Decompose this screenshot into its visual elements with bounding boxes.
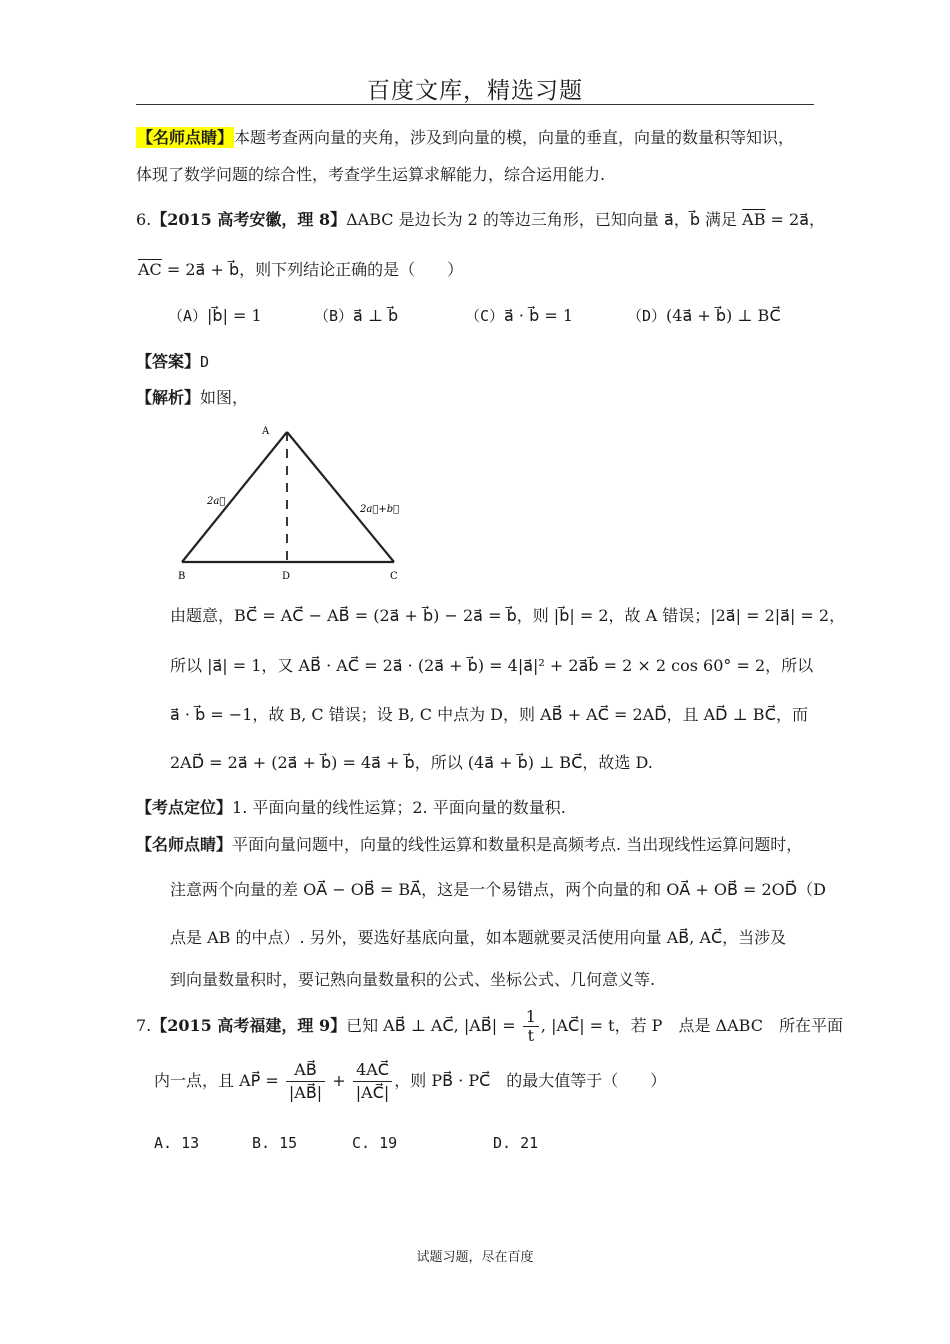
vertex-b-label: B: [178, 571, 186, 582]
q7-option-b-text: 15: [279, 1134, 298, 1152]
q6-option-d-text: (4a⃗ + b⃗) ⊥ BC⃗: [666, 306, 781, 325]
q6-solution-line3: a⃗ · b⃗ = −1，故 B, C 错误；设 B, C 中点为 D，则 AB⃗ + AC⃗ = 2AD⃗，且 AD⃗ ⊥ BC⃗，而: [170, 705, 808, 724]
q6-option-c-text: a⃗ · b⃗ = 1: [504, 306, 574, 325]
q6-answer: [136, 352, 209, 372]
q6-solution-line1: 由题意，BC⃗ = AC⃗ − AB⃗ = (2a⃗ + b⃗) − 2a⃗ = b⃗，则 |b⃗| = 2，故 A 错误；|2a⃗| = 2|a⃗| = 2，: [170, 606, 846, 625]
q7-option-c-label: C.: [352, 1134, 371, 1152]
q6-option-c: [465, 306, 573, 326]
side-ac-label: 2a⃗+b⃗: [360, 504, 400, 515]
q7-stem-c: 内一点，且 AP⃗ =: [154, 1071, 284, 1090]
q7-fraction-1-den: t: [527, 1026, 535, 1045]
side-ac: [287, 432, 394, 562]
q6-source: 【2015 高考安徽，理 8】: [151, 210, 347, 229]
q7-fraction-1: [523, 1008, 539, 1045]
q6-tip-line4: 到向量数量积时，要记熟向量数量积的公式、坐标公式、几何意义等.: [170, 970, 656, 989]
side-ab: [182, 432, 287, 562]
q6-analysis-tag: 【解析】: [136, 388, 201, 407]
q6-tip-line1: [136, 835, 802, 855]
q6-option-a-label: （A）: [168, 307, 208, 325]
page-footer: 试题习题，尽在百度: [416, 1250, 534, 1265]
q7-fraction-3: [353, 1059, 393, 1104]
q6-option-d: [627, 306, 781, 326]
q6-stem-b: = 2a⃗，: [765, 210, 826, 229]
q7-fraction-2-num: AB⃗: [286, 1059, 325, 1082]
q6-tip-text1: 平面向量问题中，向量的线性运算和数量积是高频考点. 当出现线性运算问题时，: [232, 835, 803, 854]
q6-option-a: [168, 306, 262, 326]
q6-option-b-label: （B）: [314, 307, 354, 325]
q6-solution-line4: 2AD⃗ = 2a⃗ + (2a⃗ + b⃗) = 4a⃗ + b⃗，所以 (4a⃗ + b⃗) ⊥ BC⃗，故选 D.: [170, 753, 653, 772]
q6-tip-line3: 点是 AB 的中点）. 另外，要选好基底向量，如本题就要灵活使用向量 AB⃗, AC⃗，当涉及: [170, 928, 787, 947]
page-header-title: 百度文库，精选习题: [367, 78, 583, 104]
q6-option-c-label: （C）: [465, 307, 505, 325]
q7-option-c: [352, 1134, 397, 1152]
q6-analysis: [136, 388, 248, 408]
q6-tip-line2: 注意两个向量的差 OA⃗ − OB⃗ = BA⃗，这是一个易错点，两个向量的和 OA⃗ + OB⃗ = 2OD⃗（D: [170, 880, 826, 899]
tip1-tag: 【名师点睛】: [137, 128, 234, 147]
vertex-a-label: A: [262, 426, 270, 437]
q7-option-b-label: B.: [252, 1134, 271, 1152]
q6-tip-tag: 【名师点睛】: [136, 835, 233, 854]
tip1-line2: 体现了数学问题的综合性，考查学生运算求解能力，综合运用能力.: [136, 165, 606, 184]
q6-solution-line2: 所以 |a⃗| = 1，又 AB⃗ · AC⃗ = 2a⃗ · (2a⃗ + b⃗) = 4|a⃗|² + 2a⃗b⃗ = 2 × 2 cos 60° = 2，所以: [170, 656, 814, 675]
q6-answer-value: D: [200, 353, 210, 371]
q7-stem-d: ，则 PB⃗ · PC⃗ 的最大值等于（ ）: [394, 1071, 667, 1090]
q6-stem-line1: [136, 210, 825, 230]
q7-option-a-text: 13: [181, 1134, 200, 1152]
q6-vec-ac: $\overline{AC}$: [138, 260, 162, 279]
q6-option-b-text: a⃗ ⊥ b⃗: [353, 306, 399, 325]
q6-keypoint-tag: 【考点定位】: [136, 798, 233, 817]
vertex-c-label: C: [390, 571, 398, 582]
q7-fraction-2: [286, 1059, 325, 1104]
q6-stem-line2: [138, 260, 463, 280]
q7-option-d-label: D.: [493, 1134, 512, 1152]
q7-option-d-text: 21: [520, 1134, 539, 1152]
q7-stem-a: 已知 AB⃗ ⊥ AC⃗, |AB⃗| =: [346, 1016, 521, 1035]
q6-analysis-intro: 如图，: [200, 388, 249, 407]
q7-fraction-2-den: |AB⃗|: [288, 1083, 323, 1102]
q6-stem-c: = 2a⃗ + b⃗，则下列结论正确的是（ ）: [161, 260, 464, 279]
q6-keypoint: [136, 798, 566, 818]
q6-option-d-label: （D）: [627, 307, 667, 325]
q7-stem-b: , |AC⃗| = t，若 P 点是 ΔABC 所在平面: [540, 1016, 843, 1035]
q7-fraction-3-num: 4AC⃗: [353, 1059, 393, 1082]
header-rule: [136, 104, 814, 105]
q7-stem-line2: [154, 1056, 666, 1106]
tip1-line1: [136, 128, 794, 148]
vertex-d-label: D: [282, 571, 291, 582]
q6-keypoint-text: 1. 平面向量的线性运算；2. 平面向量的数量积.: [232, 798, 566, 817]
q7-number: 7.: [136, 1016, 152, 1035]
q7-option-c-text: 19: [379, 1134, 398, 1152]
q6-vec-ab: $\overline{AB}$: [742, 210, 766, 229]
q6-option-a-text: |b⃗| = 1: [207, 306, 262, 325]
q6-option-b: [314, 306, 398, 326]
q7-option-b: [252, 1134, 297, 1152]
side-ab-label: 2a⃗: [207, 496, 226, 507]
triangle-figure: [170, 420, 410, 588]
q7-option-d: [493, 1134, 538, 1152]
q7-fraction-1-num: 1: [523, 1008, 539, 1027]
q7-source: 【2015 高考福建，理 9】: [151, 1016, 347, 1035]
q7-plus: +: [327, 1071, 351, 1090]
q7-option-a: [154, 1134, 199, 1152]
q7-stem-line1: [136, 1004, 843, 1048]
q6-number: 6.: [136, 210, 152, 229]
q6-stem-a: ΔABC 是边长为 2 的等边三角形，已知向量 a⃗，b⃗ 满足: [346, 210, 743, 229]
tip1-text1: 本题考查两向量的夹角，涉及到向量的模，向量的垂直，向量的数量积等知识，: [234, 128, 795, 147]
q7-fraction-3-den: |AC⃗|: [355, 1083, 390, 1102]
q6-answer-tag: 【答案】: [136, 352, 201, 371]
q7-option-a-label: A.: [154, 1134, 173, 1152]
